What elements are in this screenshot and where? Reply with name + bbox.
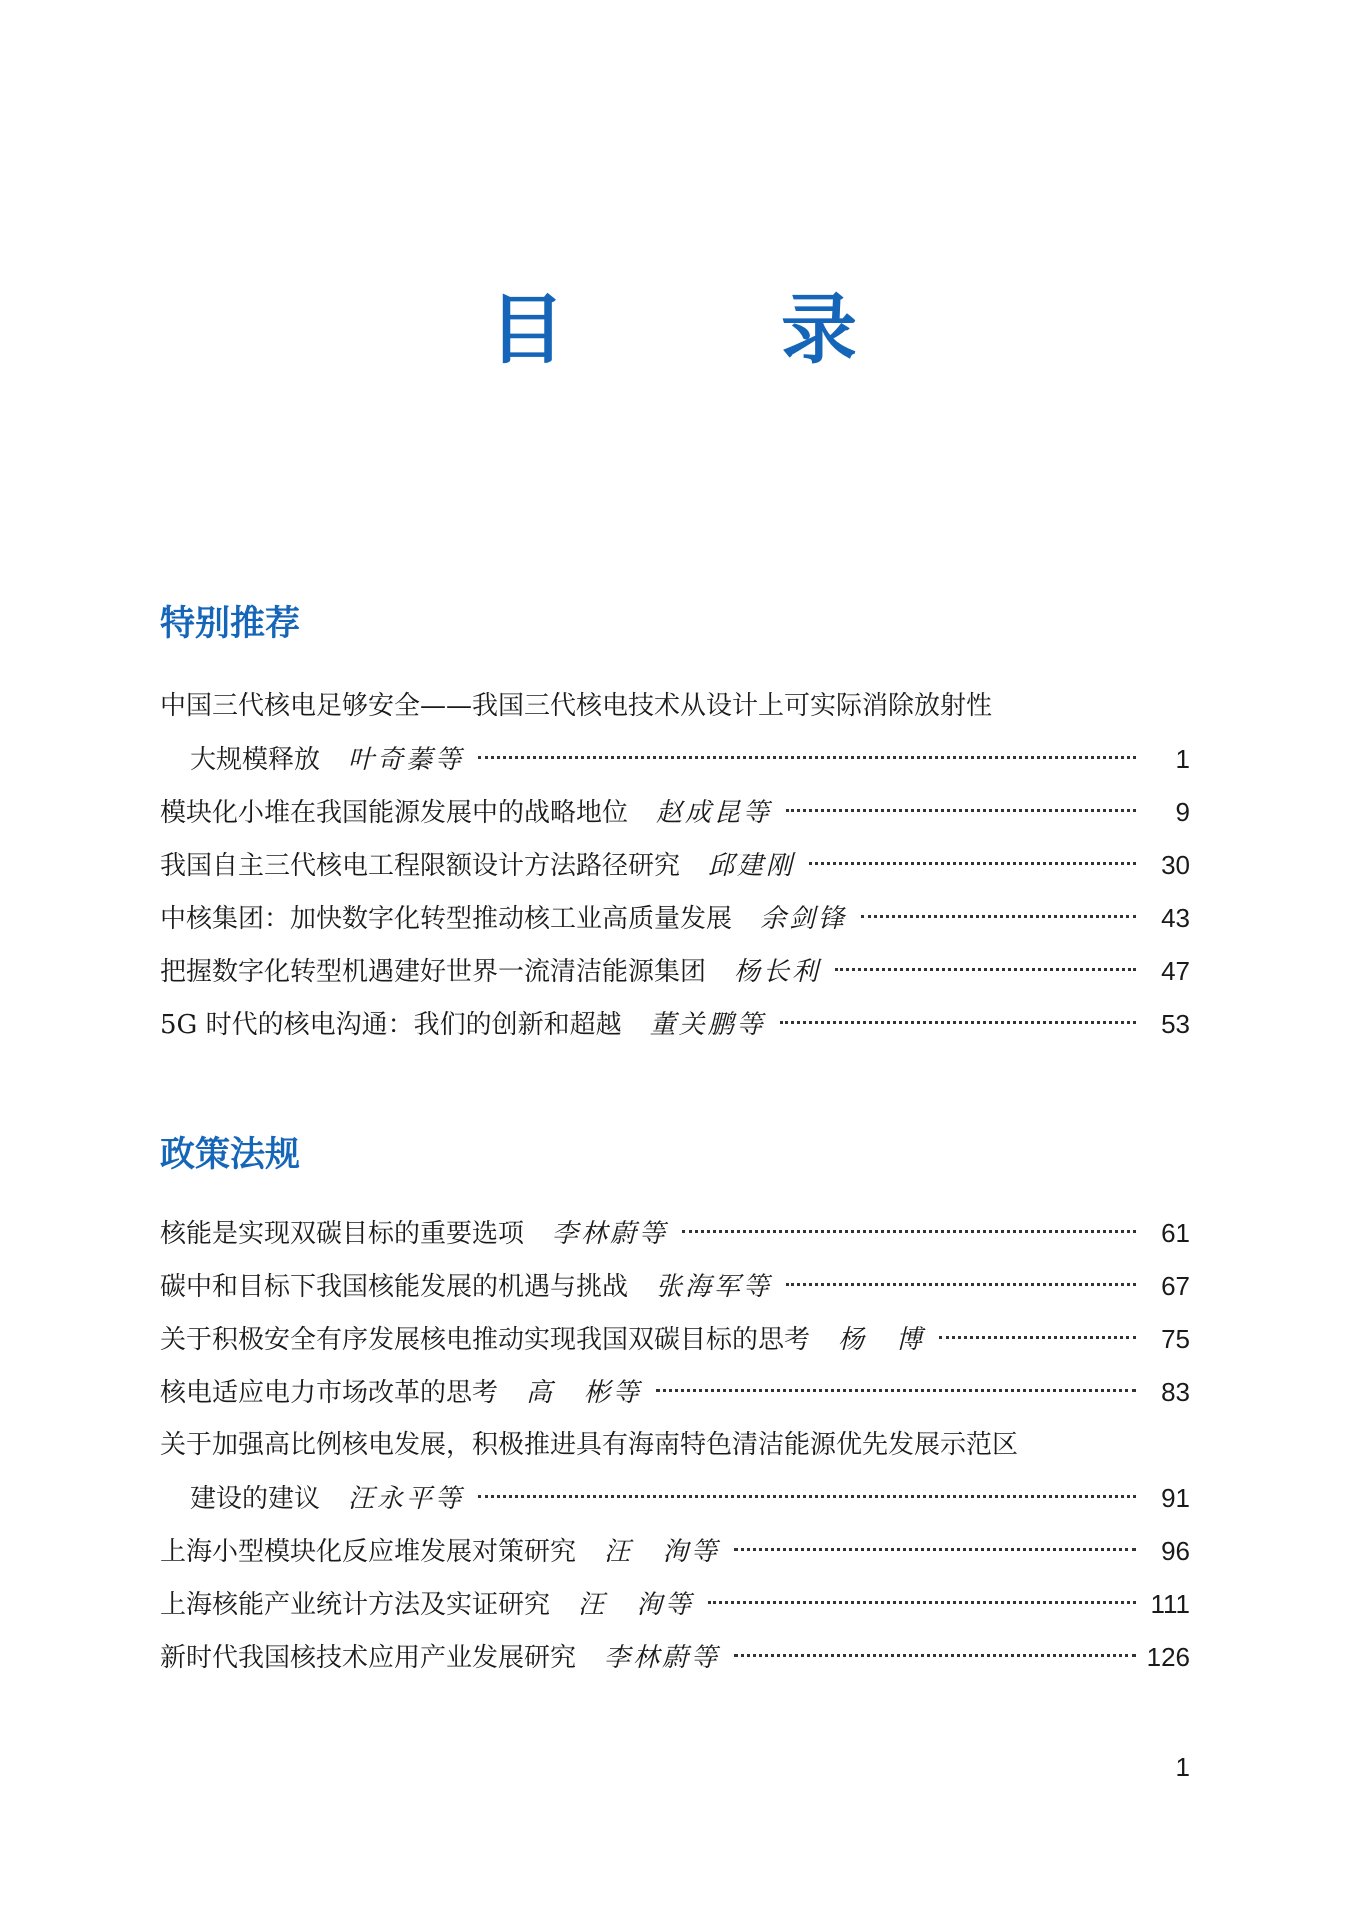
toc-author: 董关鹏等 — [649, 1010, 766, 1040]
toc-page: 83 — [1161, 1377, 1190, 1407]
toc-title: 建设的建议 — [190, 1484, 321, 1514]
section-heading-policy: 政策法规 — [160, 1135, 301, 1175]
toc-title-line1: 中国三代核电足够安全——我国三代核电技术从设计上可实际消除放射性 — [160, 691, 993, 721]
toc-entry[interactable] — [160, 1366, 1190, 1419]
toc-page: 1 — [1175, 744, 1190, 774]
toc-page: 53 — [1161, 1009, 1190, 1039]
toc-page: 47 — [1161, 956, 1190, 986]
toc-page: 75 — [1161, 1324, 1190, 1354]
toc-title: 模块化小堆在我国能源发展中的战略地位 — [160, 798, 629, 828]
toc-title: 我国自主三代核电工程限额设计方法路径研究 — [160, 851, 681, 881]
toc-page: 96 — [1161, 1536, 1190, 1566]
toc-page: 111 — [1150, 1589, 1190, 1619]
toc-author: 叶奇蓁等 — [348, 745, 465, 775]
dot-leader — [478, 756, 1136, 759]
toc-entry[interactable] — [160, 839, 1190, 892]
toc-entry[interactable] — [160, 1419, 1190, 1525]
dot-leader — [861, 915, 1136, 918]
toc-entry[interactable] — [160, 1525, 1190, 1578]
toc-author: 赵成昆等 — [656, 798, 773, 828]
dot-leader — [478, 1495, 1136, 1498]
toc-author: 余剑锋 — [760, 904, 848, 934]
toc-entry[interactable] — [160, 680, 1190, 786]
dot-leader — [786, 809, 1136, 812]
toc-author: 汪 洵等 — [578, 1590, 695, 1620]
toc-title: 把握数字化转型机遇建好世界一流清洁能源集团 — [160, 957, 707, 987]
dot-leader — [734, 1654, 1136, 1657]
toc-page: 61 — [1161, 1218, 1190, 1248]
toc-entry[interactable] — [160, 998, 1190, 1051]
toc-title: 核能是实现双碳目标的重要选项 — [160, 1219, 525, 1249]
toc-entry[interactable] — [160, 945, 1190, 998]
toc-author: 李林蔚等 — [552, 1219, 669, 1249]
toc-author: 高 彬等 — [526, 1378, 643, 1408]
toc-list-special — [160, 680, 1190, 1051]
toc-author: 李林蔚等 — [604, 1643, 721, 1673]
toc-author: 汪永平等 — [348, 1484, 465, 1514]
toc-entry[interactable] — [160, 1260, 1190, 1313]
toc-entry[interactable] — [160, 786, 1190, 839]
toc-page: 126 — [1146, 1642, 1190, 1672]
toc-page: 9 — [1175, 797, 1190, 827]
toc-entry[interactable] — [160, 1578, 1190, 1631]
toc-entry[interactable] — [160, 1313, 1190, 1366]
dot-leader — [780, 1021, 1136, 1024]
toc-author: 杨 博 — [838, 1325, 926, 1355]
dot-leader — [939, 1336, 1136, 1339]
dot-leader — [786, 1283, 1136, 1286]
toc-title-line1: 关于加强高比例核电发展，积极推进具有海南特色清洁能源优先发展示范区 — [160, 1430, 1019, 1460]
dot-leader — [734, 1548, 1136, 1551]
toc-title: 中核集团：加快数字化转型推动核工业高质量发展 — [160, 904, 733, 934]
toc-author: 汪 洵等 — [604, 1537, 721, 1567]
toc-author: 杨长利 — [734, 957, 822, 987]
section-heading-special: 特别推荐 — [160, 604, 301, 644]
dot-leader — [708, 1601, 1136, 1604]
dot-leader — [835, 968, 1136, 971]
toc-page: 91 — [1161, 1483, 1190, 1513]
toc-page: 67 — [1161, 1271, 1190, 1301]
toc-entry[interactable] — [160, 1207, 1190, 1260]
toc-page: 43 — [1161, 903, 1190, 933]
toc-title: 5G 时代的核电沟通：我们的创新和超越 — [160, 1010, 622, 1040]
page-number: 1 — [1175, 1752, 1190, 1782]
toc-title: 上海小型模块化反应堆发展对策研究 — [160, 1537, 577, 1567]
toc-list-policy — [160, 1207, 1190, 1684]
toc-title: 大规模释放 — [190, 745, 321, 775]
toc-author: 张海军等 — [656, 1272, 773, 1302]
toc-author: 邱建刚 — [708, 851, 796, 881]
toc-title: 碳中和目标下我国核能发展的机遇与挑战 — [160, 1272, 629, 1302]
toc-title: 新时代我国核技术应用产业发展研究 — [160, 1643, 577, 1673]
dot-leader — [656, 1389, 1136, 1392]
dot-leader — [682, 1230, 1136, 1233]
toc-title: 关于积极安全有序发展核电推动实现我国双碳目标的思考 — [160, 1325, 811, 1355]
toc-title: 核电适应电力市场改革的思考 — [160, 1378, 499, 1408]
toc-title: 上海核能产业统计方法及实证研究 — [160, 1590, 551, 1620]
toc-page: 30 — [1161, 850, 1190, 880]
page-title: 目 录 — [489, 285, 927, 374]
toc-entry[interactable] — [160, 892, 1190, 945]
dot-leader — [809, 862, 1136, 865]
toc-entry[interactable] — [160, 1631, 1190, 1684]
